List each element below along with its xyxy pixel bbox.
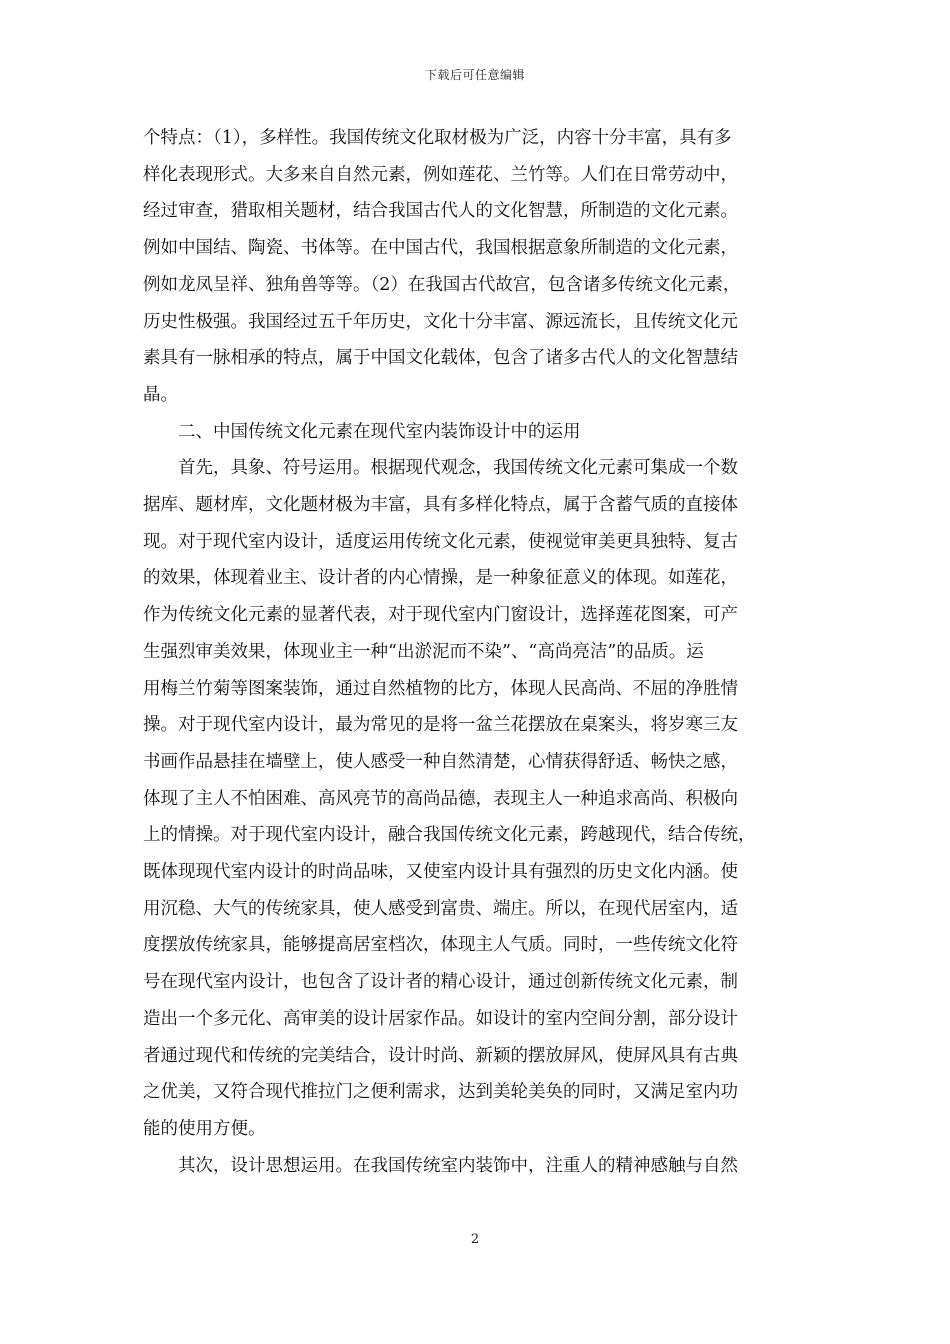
section-heading: 二、中国传统文化元素在现代室内装饰设计中的运用: [178, 421, 581, 442]
document-body: [143, 120, 818, 1184]
page-header-note: 下载后可任意编辑: [424, 68, 525, 82]
page-number: 2: [470, 1232, 480, 1247]
paragraph-design-thought: 其次，设计思想运用。在我国传统室内装饰中，注重人的精神感触与自然: [178, 1155, 738, 1176]
paragraph-characteristics: 个特点：（1），多样性。我国传统文化取材极为广泛，内容十分丰富，具有多 样化表现形式。大多来自自然元素，例如莲花、兰竹等。人们在日常劳动中， 经过审查，猎取相关题材，结合我国古代人的文化智慧，所制造的文化元素。 例如中国结、陶瓷、书体等。在中国古代，我国根据意象所制造的文化元素， 例如龙凤呈祥、独角兽等等。（2）在我国古代故宫，包含诸多传统文化元素， 历史性极强。我国经过五千年历史，文化十分丰富、源远流长，且传统文化元 素具有一脉相承的特点，属于中国文化载体，包含了诸多古代人的文化智慧结 晶。: [143, 128, 741, 405]
paragraph-symbol-usage: 首先，具象、符号运用。根据现代观念，我国传统文化元素可集成一个数 据库、题材库，文化题材极为丰富，具有多样化特点，属于含蓄气质的直接体 现。对于现代室内设计，适度运用传统文化元素，使视觉审美更具独特、复古 的效果，体现着业主、设计者的内心情操，是一种象征意义的体现。如莲花， 作为传统文化元素的显著代表，对于现代室内门窗设计，选择莲花图案，可产 生强烈审美效果，体现业主一种“出淤泥而不染”、“高尚亮洁”的品质。运 用梅兰竹菊等图案装饰，通过自然植物的比方，体现人民高尚、不屈的净胜情 操。对于现代室内设计，最为常见的是将一盆兰花摆放在桌案头，将岁寒三友 书画作品悬挂在墙壁上，使人感受一种自然清楚，心情获得舒适、畅快之感， 体现了主人不怕困难、高风亮节的高尚品德，表现主人一种追求高尚、积极向 上的情操。对于现代室内设计，融合我国传统文化元素，跨越现代，结合传统， 既体现现代室内设计的时尚品味，又使室内设计具有强烈的历史文化内涵。使 用沉稳、大气的传统家具，使人感受到富贵、端庄。所以，在现代居室内，适 度摆放传统家具，能够提高居室档次，体现主人气质。同时，一些传统文化符 号在现代室内设计，也包含了设计者的精心设计，通过创新传统文化元素，制 造出一个多元化、高审美的设计居家作品。如设计的室内空间分割，部分设计 者通过现代和传统的完美结合，设计时尚、新颖的摆放屏风，使屏风具有古典 之优美，又符合现代推拉门之便利需求，达到美轮美奂的同时，又满足室内功 能的使用方便。: [143, 458, 756, 1139]
